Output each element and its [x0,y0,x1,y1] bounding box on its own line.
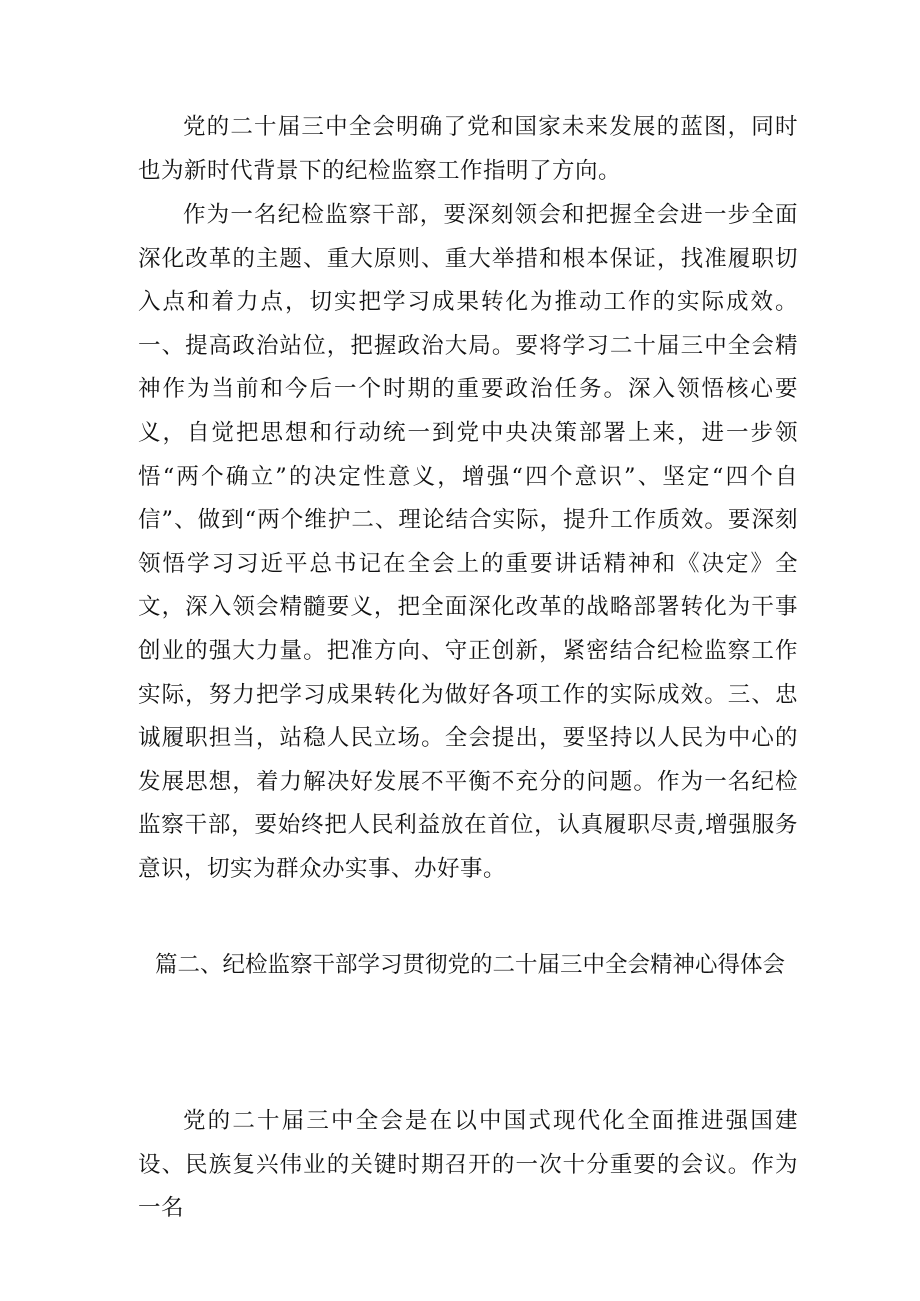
body-paragraph: 党的二十届三中全会是在以中国式现代化全面推进强国建设、民族复兴伟业的关键时期召开的一次十分重要的会议。作为一名 [138,1108,798,1222]
section-heading: 篇二、纪检监察干部学习贯彻党的二十届三中全会精神心得体会 [154,952,785,978]
body-paragraph: 作为一名纪检监察干部，要深刻领会和把握全会进一步全面深化改革的主题、重大原则、重大举措和根本保证，找准履职切入点和着力点，切实把学习成果转化为推动工作的实际成效。一、提高政治站位，把握政治大局。要将学习二十届三中全会精神作为当前和今后一个时期的重要政治任务。深入领悟核心要义，自觉把思想和行动统一到党中央决策部署上来，进一步领悟“两个确立”的决定性意义，增强“四个意识”、坚定“四个自信”、做到“两个维护二、理论结合实际，提升工作质效。要深刻领悟学习习近平总书记在全会上的重要讲话精神和《决定》全文，深入领会精髓要义，把全面深化改革的战略部署转化为干事创业的强大力量。把准方向、守正创新，紧密结合纪检监察工作实际，努力把学习成果转化为做好各项工作的实际成效。三、忠诚履职担当，站稳人民立场。全会提出，要坚持以人民为中心的发展思想，着力解决好发展不平衡不充分的问题。作为一名纪检监察干部，要始终把人民利益放在首位，认真履职尽责,增强服务意识，切实为群众办实事、办好事。 [138,202,798,882]
body-paragraph: 党的二十届三中全会明确了党和国家未来发展的蓝图，同时也为新时代背景下的纪检监察工作指明了方向。 [138,114,798,184]
